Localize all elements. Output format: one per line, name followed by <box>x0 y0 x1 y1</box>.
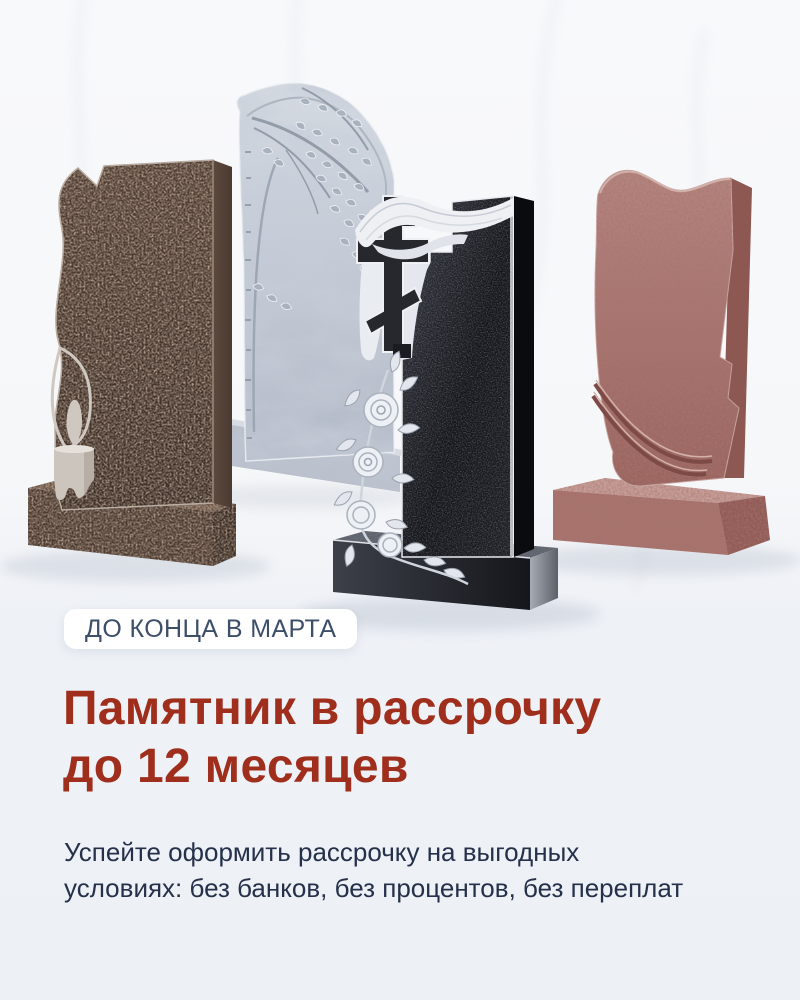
title-line-1: Памятник в рассрочку <box>63 682 602 735</box>
deadline-badge: ДО КОНЦА В МАРТА <box>64 609 357 649</box>
subtitle-line-2: условиях: без банков, без процентов, без переплат <box>64 873 684 903</box>
title-line-2: до 12 месяцев <box>63 740 409 793</box>
page-title <box>63 680 763 796</box>
monument-brown-candle <box>28 160 236 566</box>
subtitle <box>64 834 764 906</box>
monument-black-cross-roses <box>332 196 558 610</box>
monument-red-granite <box>553 170 770 555</box>
subtitle-line-1: Успейте оформить рассрочку на выгодных <box>64 837 580 867</box>
